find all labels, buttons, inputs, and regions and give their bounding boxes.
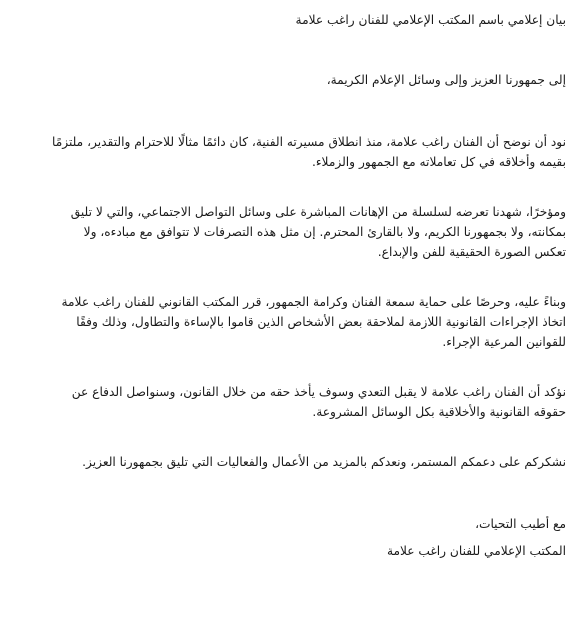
paragraph-line: ومؤخرًا، شهدنا تعرضه لسلسلة من الإهانات المباشرة على وسائل التواصل الاجتماعي، والتي لا تليق	[70, 205, 566, 219]
paragraph-legal-action	[40, 292, 566, 352]
paragraph-line: وبناءً عليه، وحرصًا على حماية سمعة الفنان وكرامة الجمهور، قرر المكتب القانوني للفنان راغب علامة	[61, 295, 566, 309]
paragraph-insults	[40, 202, 566, 262]
document-title: بيان إعلامي باسم المكتب الإعلامي للفنان راغب علامة	[295, 13, 566, 27]
paragraph-line: اتخاذ الإجراءات القانونية اللازمة لملاحقة بعض الأشخاص الذين قاموا بالإساءة والتطاول، وذلك وفقًا	[76, 315, 566, 329]
paragraph-line: تعكس الصورة الحقيقية للفن والإبداع.	[377, 245, 566, 259]
paragraph-line: للقوانين المرعية الإجراء.	[442, 335, 566, 349]
paragraph-line: نؤكد أن الفنان راغب علامة لا يقبل التعدي وسوف يأخذ حقه من خلال القانون، وسنواصل الدفاع عن	[71, 385, 566, 399]
paragraph-line: بقيمه وأخلاقه في كل تعاملاته مع الجمهور والزملاء.	[311, 155, 566, 169]
paragraph-thanks	[40, 452, 566, 472]
paragraph-line: نشكركم على دعمكم المستمر، ونعدكم بالمزيد من الأعمال والفعاليات التي تليق بجمهورنا العزيز.	[82, 455, 566, 469]
paragraph-intro	[40, 132, 566, 172]
paragraph-rights	[40, 382, 566, 422]
paragraph-line: نود أن نوضح أن الفنان راغب علامة، منذ انطلاق مسيرته الفنية، كان دائمًا مثالًا للاحترام والتقدير، ملتزمًا	[52, 135, 566, 149]
closing-line: مع أطيب التحيات،	[475, 517, 566, 531]
paragraph-line: بمكانته، ولا بجمهورنا الكريم، ولا بالقارئ المحترم. إن مثل هذه التصرفات لا تتوافق مع مبادءه، ولا	[83, 225, 566, 239]
greeting-line: إلى جمهورنا العزيز وإلى وسائل الإعلام الكريمة،	[326, 73, 566, 87]
paragraph-line: حقوقه القانونية والأخلاقية بكل الوسائل المشروعة.	[312, 405, 566, 419]
signature-line: المكتب الإعلامي للفنان راغب علامة	[386, 544, 566, 558]
